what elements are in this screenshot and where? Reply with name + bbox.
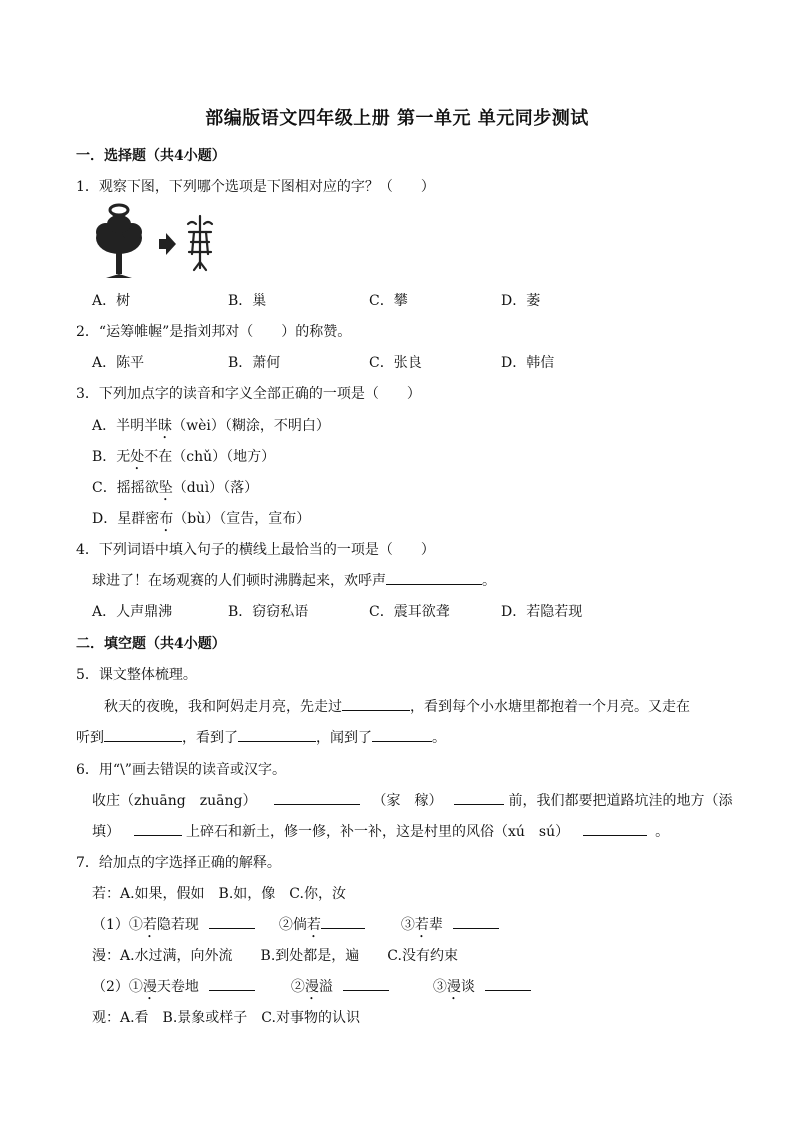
- q6-blank-4[interactable]: [583, 821, 647, 836]
- q7-guan-definitions: 观：A.看 B.景象或样子 C.对事物的认识: [92, 1010, 360, 1026]
- q7-r1-post: 隐若现: [156, 917, 199, 933]
- q7-r2-label: ②倘: [278, 917, 307, 933]
- q6-blank-2[interactable]: [454, 790, 504, 805]
- q7-m1-blank[interactable]: [209, 976, 255, 991]
- arrow-right-icon: [159, 233, 176, 255]
- q5-l2-b: ，看到了: [182, 730, 238, 746]
- q5-blank-3[interactable]: [238, 727, 316, 742]
- q3-b-dotted-char: 处: [130, 449, 145, 465]
- q5-blank-4[interactable]: [372, 727, 432, 742]
- q7-r1-label: （1）①: [92, 917, 143, 933]
- q5-l1-a: 秋天的夜晚，我和阿妈走月亮，先走过: [104, 699, 342, 715]
- q7-r1-blank[interactable]: [209, 914, 255, 929]
- q7-m2-dotted-char: 漫: [304, 979, 319, 995]
- question-4-sentence: [92, 570, 496, 590]
- q7-m2-label: ②: [290, 979, 305, 995]
- q3-a-post: （wèi）（糊涂，不明白）: [172, 418, 330, 434]
- question-5-line-1: [104, 696, 690, 716]
- q2-option-b[interactable]: B．萧何: [228, 355, 281, 371]
- q7-man-items: [92, 976, 531, 1003]
- q7-m1-post: 天卷地: [156, 979, 199, 995]
- q7-r3-label: ③: [400, 917, 415, 933]
- q6-blank-3[interactable]: [134, 821, 182, 836]
- q3-d-dotted-char: 布: [159, 511, 174, 527]
- q7-r1-dotted-char: 若: [142, 917, 157, 933]
- q1-option-b[interactable]: B．巢: [228, 293, 267, 309]
- q5-l1-b: ，看到每个小水塘里都抱着一个月亮。又走在: [410, 699, 690, 715]
- question-3-stem: 3．下列加点字的读音和字义全部正确的一项是（ ）: [76, 386, 421, 402]
- q3-option-a[interactable]: [92, 415, 330, 442]
- question-5-line-2: [76, 727, 446, 747]
- q6-blank-1[interactable]: [274, 790, 360, 805]
- question-6-stem: 6．用“\”画去错误的读音或汉字。: [76, 762, 286, 778]
- q4-option-b[interactable]: B．窃窃私语: [228, 604, 309, 620]
- q7-m1-dotted-char: 漫: [142, 979, 157, 995]
- q3-option-c[interactable]: [92, 477, 258, 504]
- q7-m3-dotted-char: 漫: [446, 979, 461, 995]
- q7-r3-dotted-char: 若: [414, 917, 429, 933]
- q3-d-pre: D．星群密: [92, 511, 160, 527]
- q3-b-post: 不在（chǔ）（地方）: [144, 449, 276, 465]
- q7-m3-label: ③: [432, 979, 447, 995]
- q7-r2-dotted-char: 若: [306, 917, 321, 933]
- q3-c-pre: C．摇摇欲: [92, 480, 159, 496]
- q7-ruo-definitions: 若：A.如果，假如 B.如，像 C.你，汝: [92, 886, 346, 902]
- q3-option-b[interactable]: [92, 446, 275, 473]
- q6-l2-c: 。: [655, 824, 670, 840]
- q3-a-dotted-char: 昧: [158, 418, 173, 434]
- question-1-figure: [92, 202, 232, 280]
- q4-sentence-pre: 球进了！在场观赛的人们顿时沸腾起来，欢呼声: [92, 573, 386, 589]
- q6-l2-a: 填）: [92, 824, 120, 840]
- q6-l1-c: 前，我们都要把道路坑洼的地方（添: [508, 793, 733, 809]
- q3-a-pre: A．半明半: [92, 418, 159, 434]
- q7-ruo-items: [92, 914, 499, 941]
- q4-sentence-post: 。: [482, 573, 496, 589]
- question-4-stem: 4．下列词语中填入句子的横线上最恰当的一项是（ ）: [76, 542, 435, 558]
- q7-m2-blank[interactable]: [343, 976, 389, 991]
- q7-man-definitions: 漫：A.水过满，向外流 B.到处都是，遍 C.没有约束: [92, 948, 458, 964]
- q3-d-post: （bù）（宣告，宣布）: [173, 511, 311, 527]
- q7-r3-blank[interactable]: [453, 914, 499, 929]
- q2-option-a[interactable]: A．陈平: [92, 355, 145, 371]
- section-heading-choice: 一．选择题（共4小题）: [76, 148, 226, 164]
- q1-option-d[interactable]: D．萎: [501, 293, 541, 309]
- q7-m3-post: 谈: [460, 979, 475, 995]
- ancient-glyph-icon: [188, 216, 212, 270]
- page-title: 部编版语文四年级上册 第一单元 单元同步测试: [205, 108, 589, 129]
- q4-answer-blank[interactable]: [386, 570, 482, 585]
- section-heading-fill: 二．填空题（共4小题）: [76, 636, 226, 652]
- q3-b-pre: B．无: [92, 449, 131, 465]
- question-2-stem: 2．“运筹帷幄”是指刘邦对（ ）的称赞。: [76, 324, 352, 340]
- q7-m1-label: （2）①: [92, 979, 143, 995]
- question-6-line-1: [92, 790, 732, 810]
- q4-option-a[interactable]: A．人声鼎沸: [92, 604, 173, 620]
- q4-option-c[interactable]: C．震耳欲聋: [369, 604, 450, 620]
- question-6-line-2: [92, 821, 669, 841]
- q6-l1-b: （家 稼）: [372, 793, 443, 809]
- q5-blank-2[interactable]: [104, 727, 182, 742]
- question-7-stem: 7．给加点的字选择正确的解释。: [76, 855, 281, 871]
- q5-l2-a: 听到: [76, 730, 104, 746]
- question-1-stem: 1．观察下图，下列哪个选项是下图相对应的字？（ ）: [76, 179, 435, 195]
- q7-r3-post: 辈: [428, 917, 443, 933]
- q4-option-d[interactable]: D．若隐若现: [501, 604, 583, 620]
- q2-option-d[interactable]: D．韩信: [501, 355, 555, 371]
- q6-l1-a: 收庄（zhuāng zuāng）: [92, 793, 257, 809]
- q3-c-dotted-char: 坠: [158, 480, 173, 496]
- tree-to-glyph-illustration: [92, 202, 232, 280]
- q1-option-a[interactable]: A．树: [92, 293, 131, 309]
- q6-l2-b: 上碎石和新土，修一修，补一补，这是村里的风俗（xú sú）: [186, 824, 570, 840]
- q3-option-d[interactable]: [92, 508, 310, 535]
- q1-option-c[interactable]: C．攀: [369, 293, 408, 309]
- q7-m3-blank[interactable]: [485, 976, 531, 991]
- q7-r2-blank[interactable]: [321, 914, 365, 929]
- q5-l2-c: ，闻到了: [316, 730, 372, 746]
- q5-l2-d: 。: [432, 730, 446, 746]
- q7-m2-post: 溢: [318, 979, 333, 995]
- q3-c-post: （duì）（落）: [172, 480, 259, 496]
- q2-option-c[interactable]: C．张良: [369, 355, 422, 371]
- tree-icon: [96, 205, 142, 278]
- question-5-stem: 5．课文整体梳理。: [76, 667, 197, 683]
- q5-blank-1[interactable]: [342, 696, 410, 711]
